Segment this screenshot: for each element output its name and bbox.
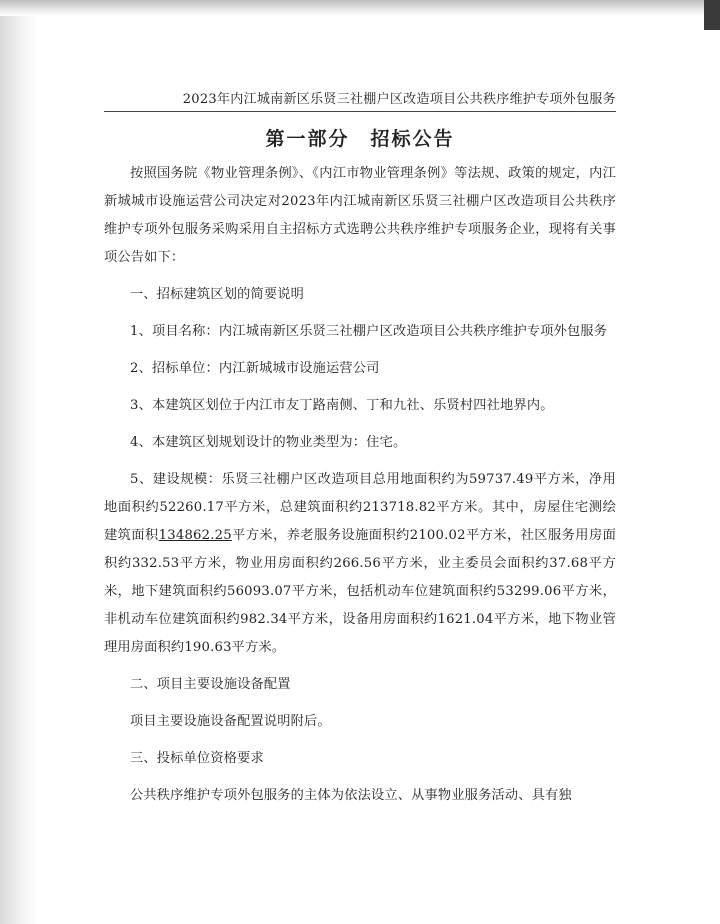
section-heading-3: 三、投标单位资格要求 [130, 751, 264, 766]
section-heading-2: 二、项目主要设施设备配置 [130, 677, 291, 692]
scan-shadow-left [0, 0, 40, 924]
item-5-part-a: 5、建设规模：乐贤三社棚户区改造项目总用地面积约为59737.49平方米，净用地面积约52260.17平方米，总建筑面积约213718.82平方米。其中，房屋住宅测绘建筑面积 [104, 472, 616, 543]
scan-shadow-top [0, 0, 720, 16]
section-title: 第一部分 招标公告 [265, 128, 455, 150]
section-heading-1: 一、招标建筑区划的简要说明 [130, 287, 305, 302]
scan-corner-mark [704, 0, 720, 30]
section-2-text: 项目主要设施设备配置说明附后。 [130, 714, 331, 729]
item-5-part-b: 平方米，养老服务设施面积约2100.02平方米，社区服务用房面积约332.53平方米，物业用房面积约266.56平方米，业主委员会面积约37.68平方米，地下建筑面积约56093.07平方米，包括机动车位建筑面积约53299.06平方米，非机动车位建筑面积约982.34平方米，设备用房面积约1621.04平方米，地下物业管理用房面积约190.63平方米。 [104, 528, 616, 655]
item-3: 3、本建筑区划位于内江市友丁路南侧、丁和九社、乐贤村四社地界内。 [130, 398, 554, 413]
item-2: 2、招标单位：内江新城城市设施运营公司 [130, 361, 380, 376]
item-1: 1、项目名称：内江城南新区乐贤三社棚户区改造项目公共秩序维护专项外包服务 [130, 324, 608, 339]
section-3-text: 公共秩序维护专项外包服务的主体为依法设立、从事物业服务活动、具有独 [130, 788, 572, 803]
document-body [104, 160, 616, 819]
intro-paragraph: 按照国务院《物业管理条例》、《内江市物业管理条例》等法规、政策的规定，内江新城城市设施运营公司决定对2023年内江城南新区乐贤三社棚户区改造项目公共秩序维护专项外包服务采购采用自主招标方式选聘公共秩序维护专项服务企业，现将有关事项公告如下： [104, 166, 616, 265]
item-4: 4、本建筑区划规划设计的物业类型为：住宅。 [130, 435, 407, 450]
running-header: 2023年内江城南新区乐贤三社棚户区改造项目公共秩序维护专项外包服务 [104, 88, 616, 112]
item-5 [104, 466, 616, 662]
item-5-underlined-value: 134862.25 [158, 528, 232, 543]
